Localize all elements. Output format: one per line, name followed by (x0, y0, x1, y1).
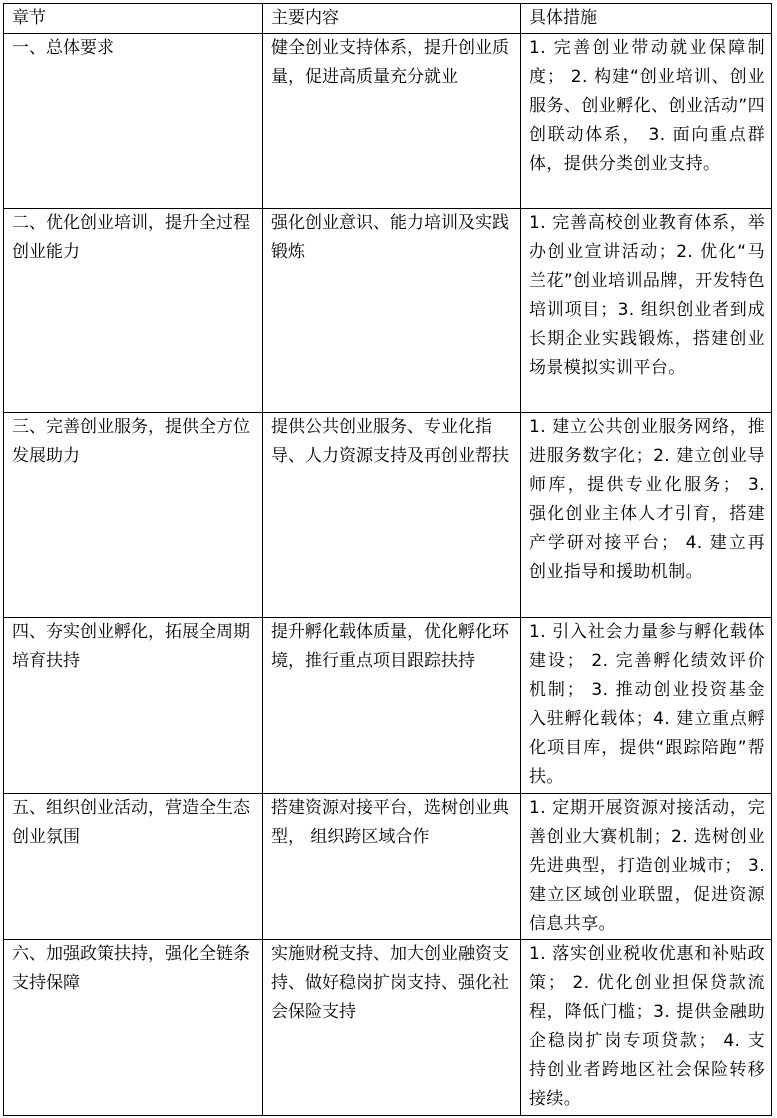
policy-table (3, 3, 772, 1116)
chapter-cell: 五、组织创业活动，营造全生态创业氛围 (4, 794, 263, 940)
header-row (4, 4, 772, 34)
table-row (4, 34, 772, 209)
measures-cell: 1. 完善高校创业教育体系，举办创业宣讲活动；2. 优化“马兰花”创业培训品牌，开发特色培训项目；3. 组织创业者到成长期企业实践锻炼，搭建创业场景模拟实训平台。 (521, 209, 772, 413)
table-row (4, 413, 772, 618)
chapter-cell: 二、优化创业培训，提升全过程创业能力 (4, 209, 263, 413)
content-cell: 实施财税支持、加大创业融资支持、做好稳岗扩岗支持、强化社会保险支持 (263, 940, 521, 1116)
table-row (4, 794, 772, 940)
table-row (4, 618, 772, 794)
header-content: 主要内容 (263, 4, 521, 34)
chapter-cell: 一、总体要求 (4, 34, 263, 209)
header-measures: 具体措施 (521, 4, 772, 34)
measures-cell: 1. 定期开展资源对接活动，完善创业大赛机制；2. 选树创业先进典型，打造创业城市； 3. 建立区域创业联盟，促进资源信息共享。 (521, 794, 772, 940)
content-cell: 强化创业意识、能力培训及实践锻炼 (263, 209, 521, 413)
measures-cell: 1. 落实创业税收优惠和补贴政策； 2. 优化创业担保贷款流程，降低门槛；3. 提供金融助企稳岗扩岗专项贷款； 4. 支持创业者跨地区社会保险转移接续。 (521, 940, 772, 1116)
header-chapter: 章节 (4, 4, 263, 34)
table-row (4, 940, 772, 1116)
table-row (4, 209, 772, 413)
content-cell: 提升孵化载体质量，优化孵化环境，推行重点项目跟踪扶持 (263, 618, 521, 794)
content-cell: 搭建资源对接平台，选树创业典型， 组织跨区域合作 (263, 794, 521, 940)
measures-cell: 1. 建立公共创业服务网络，推进服务数字化；2. 建立创业导师库，提供专业化服务； 3. 强化创业主体人才引育，搭建产学研对接平台； 4. 建立再创业指导和援助机制。 (521, 413, 772, 618)
chapter-cell: 三、完善创业服务，提供全方位发展助力 (4, 413, 263, 618)
content-cell: 健全创业支持体系，提升创业质量，促进高质量充分就业 (263, 34, 521, 209)
measures-cell: 1. 引入社会力量参与孵化载体建设； 2. 完善孵化绩效评价机制； 3. 推动创业投资基金入驻孵化载体；4. 建立重点孵化项目库，提供“跟踪陪跑”帮扶。 (521, 618, 772, 794)
chapter-cell: 六、加强政策扶持，强化全链条支持保障 (4, 940, 263, 1116)
measures-cell: 1. 完善创业带动就业保障制度； 2. 构建“创业培训、创业服务、创业孵化、创业活动”四创联动体系， 3. 面向重点群体，提供分类创业支持。 (521, 34, 772, 209)
chapter-cell: 四、夯实创业孵化，拓展全周期培育扶持 (4, 618, 263, 794)
content-cell: 提供公共创业服务、专业化指导、人力资源支持及再创业帮扶 (263, 413, 521, 618)
